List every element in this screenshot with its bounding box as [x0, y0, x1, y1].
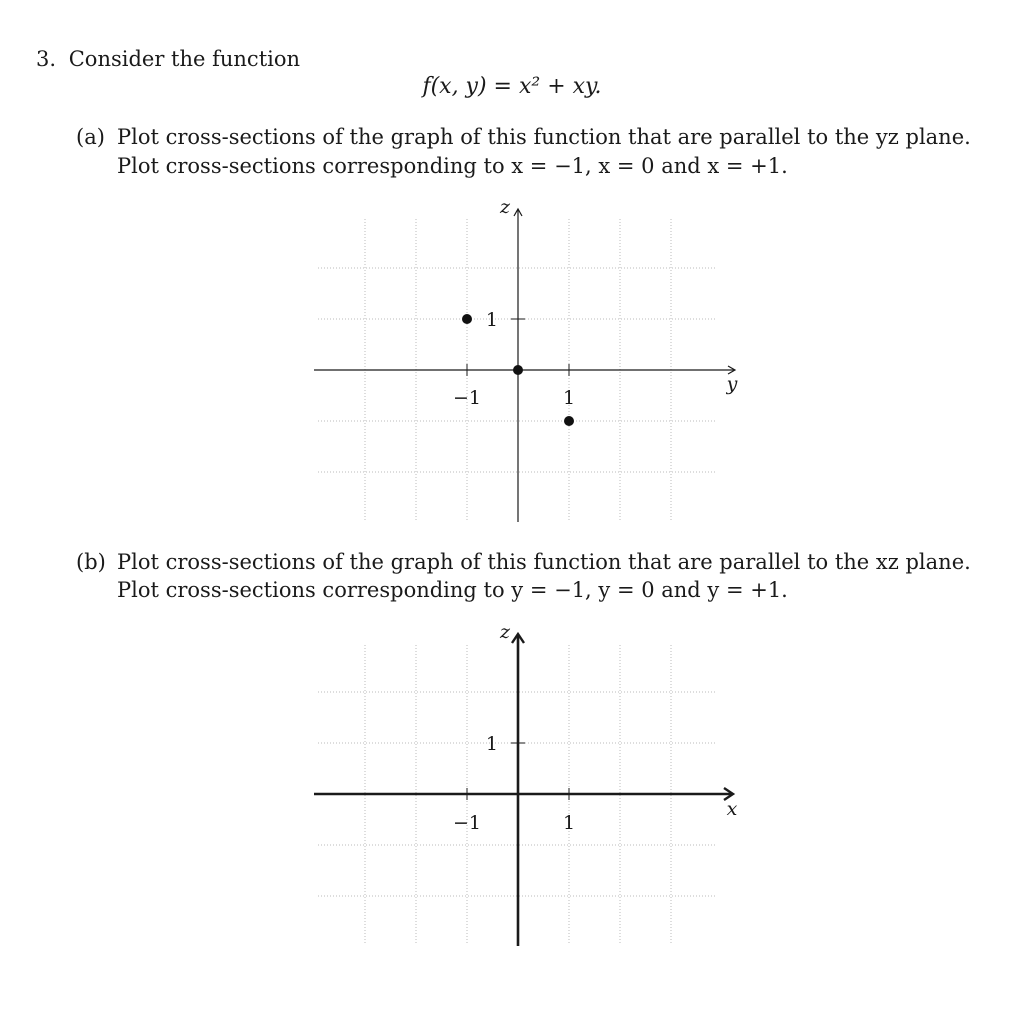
chart-b-xz-plane: [0, 620, 1024, 960]
part-b-line2: Plot cross-sections corresponding to y = −1, y = 0 and y = +1.: [117, 578, 788, 602]
function-formula-text: f(x, y) = x² + xy.: [422, 74, 602, 99]
part-a-line1: Plot cross-sections of the graph of this function that are parallel to the yz plane.: [117, 125, 971, 149]
chart-b-tick-label-x-pos: 1: [562, 812, 576, 834]
part-b-line1: Plot cross-sections of the graph of this function that are parallel to the xz plane.: [117, 550, 971, 574]
chart-b-tick-label-x-neg: −1: [452, 812, 482, 834]
part-a-line2: Plot cross-sections corresponding to x = −1, x = 0 and x = +1.: [117, 154, 788, 178]
chart-b-z-axis-label: z: [499, 621, 511, 643]
problem-number: 3.: [36, 47, 57, 71]
chart-a-yz-plane: [0, 196, 1024, 536]
chart-b-x-axis-label: x: [726, 798, 738, 820]
chart-a-tick-label-x-pos: 1: [562, 387, 576, 409]
data-point: [462, 314, 472, 324]
problem-intro: Consider the function: [68, 47, 301, 71]
part-b-label: (b): [76, 550, 106, 574]
data-point: [564, 416, 574, 426]
chart-a-tick-label-z-pos: 1: [485, 309, 498, 331]
data-point: [513, 365, 523, 375]
problem-heading: [36, 45, 300, 73]
chart-b-tick-label-z-pos: 1: [485, 733, 498, 755]
chart-a-x-axis-label: y: [726, 373, 738, 395]
chart-a-tick-label-x-neg: −1: [452, 387, 482, 409]
part-a-label: (a): [76, 125, 105, 149]
function-formula: [0, 74, 1024, 99]
chart-a-z-axis-label: z: [499, 196, 511, 218]
